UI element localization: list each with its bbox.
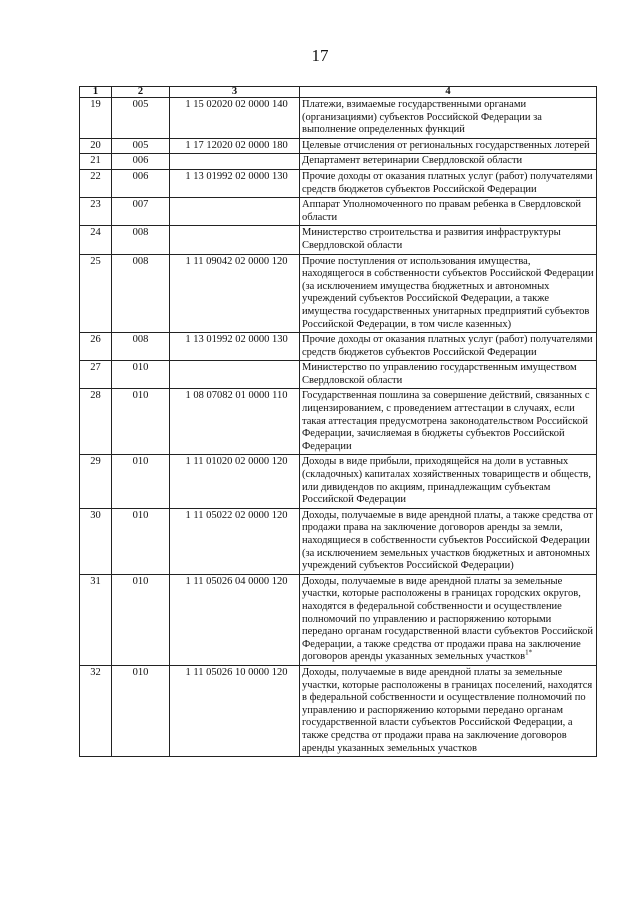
table-row (80, 138, 597, 154)
administrator-code: 005 (112, 98, 170, 139)
column-header-1: 1 (80, 87, 112, 98)
table-row (80, 455, 597, 508)
row-number: 25 (80, 254, 112, 333)
revenue-description: Доходы, получаемые в виде арендной платы, а также средства от продажи права на заключение договоров аренды за земли, находящиеся в собственности субъектов Российской Федерации (за исключением земельных участков бюджетных и автономных учреждений субъектов Российской Федерации) (300, 508, 597, 574)
row-number: 26 (80, 333, 112, 361)
revenue-description: Целевые отчисления от региональных государственных лотерей (300, 138, 597, 154)
row-number: 28 (80, 389, 112, 455)
budget-classification-code (170, 198, 300, 226)
administrator-code: 008 (112, 333, 170, 361)
table-row (80, 226, 597, 254)
budget-classification-code: 1 11 05026 10 0000 120 (170, 665, 300, 756)
administrator-code: 010 (112, 665, 170, 756)
table-row (80, 98, 597, 139)
revenue-description: Министерство по управлению государственным имуществом Свердловской области (300, 361, 597, 389)
budget-classification-code: 1 15 02020 02 0000 140 (170, 98, 300, 139)
administrator-code: 010 (112, 361, 170, 389)
table-row (80, 665, 597, 756)
revenue-description: Платежи, взимаемые государственными органами (организациями) субъектов Российской Федерации за выполнение определенных функций (300, 98, 597, 139)
row-number: 21 (80, 154, 112, 170)
administrator-code: 005 (112, 138, 170, 154)
budget-classification-code (170, 154, 300, 170)
row-number: 20 (80, 138, 112, 154)
revenue-description: Аппарат Уполномоченного по правам ребенка в Свердловской области (300, 198, 597, 226)
row-number: 22 (80, 169, 112, 197)
table-header-row (80, 87, 597, 98)
revenue-description: Доходы, получаемые в виде арендной платы за земельные участки, которые расположены в границах городских округов, находятся в федеральной собственности и осуществление полномочий по управлению и распоряжению которыми передано органам государственной власти субъектов Российской Федерации, а также средства от продажи права на заключение договоров аренды указанных земельных участков$^{1*}$ (300, 574, 597, 665)
row-number: 23 (80, 198, 112, 226)
budget-classification-code (170, 361, 300, 389)
administrator-code: 008 (112, 226, 170, 254)
row-number: 19 (80, 98, 112, 139)
administrator-code: 006 (112, 169, 170, 197)
row-number: 30 (80, 508, 112, 574)
budget-classification-code: 1 13 01992 02 0000 130 (170, 169, 300, 197)
table-row (80, 254, 597, 333)
table-row (80, 389, 597, 455)
administrator-code: 008 (112, 254, 170, 333)
budget-classification-code: 1 11 05022 02 0000 120 (170, 508, 300, 574)
footnote-marker: 1* (525, 648, 533, 657)
row-number: 32 (80, 665, 112, 756)
administrator-code: 006 (112, 154, 170, 170)
table-row (80, 361, 597, 389)
administrator-code: 010 (112, 508, 170, 574)
revenue-codes-table (79, 86, 597, 757)
administrator-code: 010 (112, 455, 170, 508)
budget-classification-code: 1 08 07082 01 0000 110 (170, 389, 300, 455)
revenue-description: Доходы в виде прибыли, приходящейся на доли в уставных (складочных) капиталах хозяйственных товариществ и обществ, или дивидендов по акциям, принадлежащим субъектам Российской Федерации (300, 455, 597, 508)
column-header-3: 3 (170, 87, 300, 98)
table-row (80, 198, 597, 226)
revenue-description: Прочие доходы от оказания платных услуг (работ) получателями средств бюджетов субъектов Российской Федерации (300, 169, 597, 197)
administrator-code: 010 (112, 389, 170, 455)
table-row (80, 169, 597, 197)
budget-classification-code: 1 13 01992 02 0000 130 (170, 333, 300, 361)
row-number: 24 (80, 226, 112, 254)
budget-classification-code: 1 11 01020 02 0000 120 (170, 455, 300, 508)
table-row (80, 154, 597, 170)
table-row (80, 333, 597, 361)
revenue-description: Прочие доходы от оказания платных услуг (работ) получателями средств бюджетов субъектов Российской Федерации (300, 333, 597, 361)
administrator-code: 007 (112, 198, 170, 226)
table-row (80, 508, 597, 574)
column-header-2: 2 (112, 87, 170, 98)
administrator-code: 010 (112, 574, 170, 665)
revenue-description: Доходы, получаемые в виде арендной платы за земельные участки, которые расположены в границах поселений, находятся в федеральной собственности и осуществление полномочий по управлению и распоряжению которыми передано органам государственной власти субъектов Российской Федерации, а также средства от продажи права на заключение договоров аренды указанных земельных участков (300, 665, 597, 756)
budget-classification-code: 1 17 12020 02 0000 180 (170, 138, 300, 154)
row-number: 29 (80, 455, 112, 508)
row-number: 27 (80, 361, 112, 389)
budget-classification-code (170, 226, 300, 254)
revenue-description: Государственная пошлина за совершение действий, связанных с лицензированием, с проведением аттестации в случаях, если такая аттестация предусмотрена законодательством Российской Федерации, зачисляемая в бюджеты субъектов Российской Федерации (300, 389, 597, 455)
column-header-4: 4 (300, 87, 597, 98)
revenue-description: Прочие поступления от использования имущества, находящегося в собственности субъектов Российской Федерации (за исключением имущества бюджетных и автономных учреждений субъектов Российской Федерации, а также имущества государственных унитарных предприятий субъектов Российской Федерации, в том числе казенных) (300, 254, 597, 333)
page-number: 17 (311, 46, 329, 65)
revenue-description: Департамент ветеринарии Свердловской области (300, 154, 597, 170)
revenue-description: Министерство строительства и развития инфраструктуры Свердловской области (300, 226, 597, 254)
row-number: 31 (80, 574, 112, 665)
table-row (80, 574, 597, 665)
budget-classification-code: 1 11 05026 04 0000 120 (170, 574, 300, 665)
budget-classification-code: 1 11 09042 02 0000 120 (170, 254, 300, 333)
